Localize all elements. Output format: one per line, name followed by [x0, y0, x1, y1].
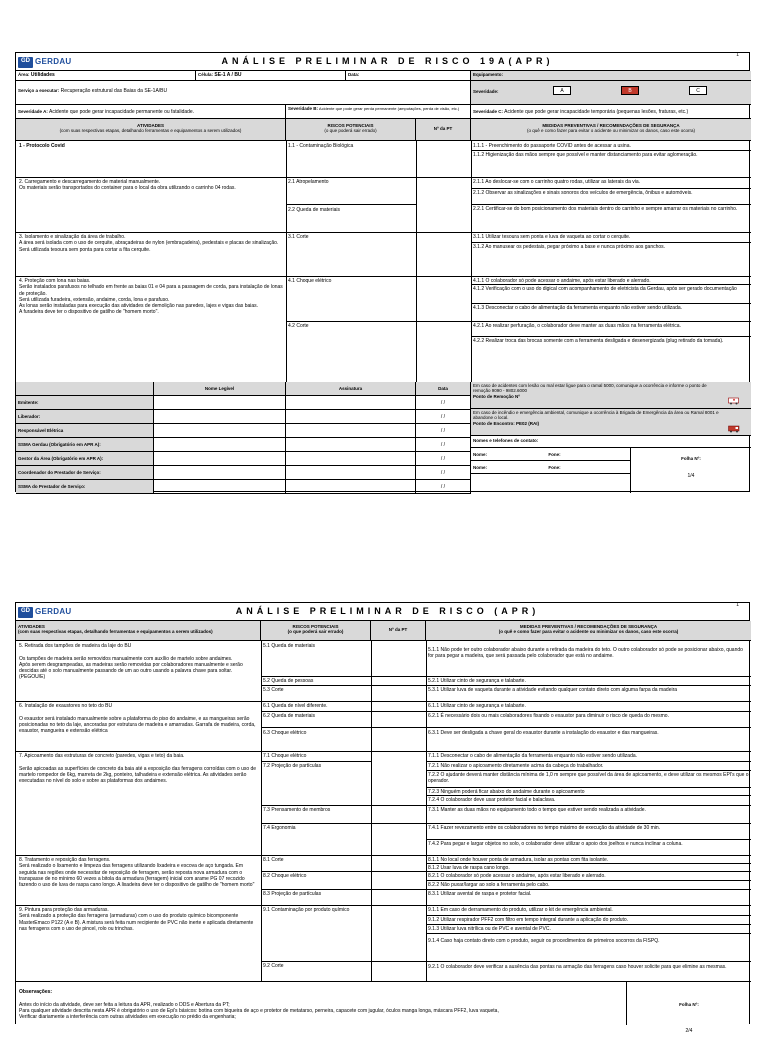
activity-5: 5. Retirada dos tampões de madeira da laje do BU Os tampões de madeira serão removidos manualmente com auxílio de martelo sobre andaimes. Após serem desgrampeadas, as madeiras serão removidas por colaboradores manualmente e serão descidas até o solo manualmente passando de um ao outro usando a palavra chave para soltar. (PEGOU/E) — [19, 643, 243, 681]
risk-5-2: 5.2 Queda de pessoas — [263, 678, 314, 684]
divider — [426, 787, 751, 788]
risk-4-1: 4.1 Choque elétrico — [288, 278, 332, 284]
sig-label: Emitente: — [16, 396, 154, 410]
measure-3-2: 3.1.2 Ao manusear os pedestais, pegar próximo a base e nunca próximo aos ganchos. — [473, 244, 666, 250]
sig-label: Gestor da Área (Obrigatório em APR A): — [16, 452, 154, 466]
sig-nome-field[interactable] — [154, 452, 286, 466]
col-atividades-sub: (com suas respectivas etapas, detalhando ferramentas e equipamentos a serem utilizados) — [18, 629, 213, 635]
document-title: ANÁLISE PRELIMINAR DE RISCO 19A(APR) — [221, 56, 554, 66]
divider — [371, 641, 372, 981]
measure-5-2: 5.2.1 Utilizar cinto de segurança e talabarte. — [428, 678, 526, 684]
severity-a-box[interactable]: A — [553, 86, 571, 95]
col-riscos-sub: (o que poderá sair errado) — [287, 629, 344, 635]
gerdau-logo — [18, 606, 71, 618]
observations-text: Antes do início da atividade, deve ser feita a leitura da APR, realizado o DDS e Abertura da PT; Para qualquer atividade descrita nesta APR é obrigatório o uso de Epi's básicos: botina com biqueira de aço e protetor de metatarso, perneira, capacete com jugular, óculos manga longa, máscara PFF2, luva vaqueta, Verificar diariamente a interferência com outras atividades em execução no prédio da engenharia; — [19, 1001, 499, 1021]
servico-cell — [16, 81, 471, 105]
sig-nome-field[interactable] — [154, 480, 286, 494]
measure-7-1: 7.1.1 Desconectar o cabo de alimentação da ferramenta enquanto não estiver sendo utilizada. — [428, 753, 638, 759]
gerdau-logo-mark: GD — [18, 607, 33, 618]
sig-label: Coordenador do Prestador de Serviço: — [16, 466, 154, 480]
contatos-cell — [471, 436, 751, 448]
emergency-1-text: Em caso de acidentes com lesão ou mal estar ligue para o ramal 5000, comunique a ocorrência e informe o ponto de remoção 9090 - 9802.6000 — [473, 383, 707, 394]
severity-c-box[interactable]: C — [689, 86, 707, 95]
divider — [261, 641, 262, 981]
sig-assinatura-field[interactable] — [286, 438, 416, 452]
measure-9-1: 9.1.1 Em caso de derramamento do produto, utilizar o kit de emergência ambiental. — [428, 907, 613, 913]
measure-4-2: 4.1.2 Verificação com o uso do digical com acompanhamento de eletricista da Gerdau, após ser gerado documentação — [473, 286, 737, 292]
sig-header-blank — [16, 382, 154, 396]
measure-7-3: 7.2.2 O ajudante deverá manter distância mínima de 1,0 m sempre que possível da área de apicoamento, e deve utilizar os mesmos EPI's que o operador. — [428, 772, 749, 785]
risk-5-1: 5.1 Queda de materiais — [263, 643, 315, 649]
divider — [286, 321, 751, 322]
measure-8-1: 8.1.1 No local onde houver ponta de armadura, isolar as pontas com fita isolante. — [428, 857, 609, 863]
sig-date-field[interactable]: / / — [416, 438, 471, 452]
servico-value: Recuperação estrutural das Baias da SE-1A/BU — [60, 88, 168, 94]
observations — [19, 983, 609, 1027]
measure-7-6: 7.3.1 Manter as duas mãos no equipamento todo o tempo que estiver sendo realizada a atividade. — [428, 807, 646, 813]
gerdau-logo — [18, 56, 71, 68]
servico-label: Serviço a executar: — [18, 88, 60, 93]
contact-nome-label: Nome: — [473, 452, 488, 457]
measure-8-3: 8.2.1 O colaborador só pode acessar o andaime, após estar liberado e alerrado. — [428, 873, 606, 879]
emergency-1-cell — [471, 382, 751, 409]
col-medidas-header — [471, 119, 751, 141]
activity-8: 8. Tratamento e reposição das ferragens. Será realizado o lixamento e limpeza das ferragens utilizando lixadeira e escova de aço tungada. Em seguida nas regiões onde necessitar de reposição de ferragem, serão reposta nova armadura com o transpasse de no mínimo 60 vezes a bitola da armadura (ferragem) inicial com arame PG 07 recozido fazendo o uso de luva de raspa cano longo. A lixadeira deve ter o dispositivo de gatilho de "homem morto" — [19, 857, 255, 888]
divider — [426, 880, 751, 881]
gerdau-logo-mark: GD — [18, 57, 33, 68]
divider — [16, 981, 751, 982]
gerdau-logo-text: GERDAU — [35, 607, 72, 617]
col-medidas-sub: (o quê e como fazer para evitar o acidente ou minimizar os danos, caso este ocorra) — [498, 629, 679, 635]
contact-row-2 — [471, 461, 631, 474]
measure-2-1: 2.1.1 Ao deslocar-se com o carrinho quatro rodas, utilizar as laterais da via. — [473, 179, 641, 185]
divider — [16, 232, 751, 233]
measure-7-2: 7.2.1 Não realizar o apicoamento diretamente acima da cabeça do trabalhador. — [428, 763, 604, 769]
activity-4: 4. Proteção com lona nas baias. Serão instalados parafusos no telhado em frente as baias 01 e 04 para a passagem de corda, para instalação de lonas de proteção. Será utilizada furadeira, extensão, andaime, corda, lona e parafuso. As lonas serão instaladas para execução das atividades de demolição nas paredes, lajes e vigas das baias. A furadeira deve ter o dispositivo de gatilho de "homem morto". — [19, 278, 283, 316]
celula-value: SE-1 A / BU — [214, 72, 242, 78]
divider — [261, 823, 751, 824]
risk-7-1: 7.1 Choque elétrico — [263, 753, 307, 759]
sig-label: SSMA Gerdau (Obrigatório em APR A): — [16, 438, 154, 452]
sig-date-field[interactable]: / / — [416, 452, 471, 466]
risk-1-1: 1.1 - Contaminação Biológica — [288, 143, 354, 149]
sev-a-desc-label: Severidade A: — [18, 109, 48, 114]
data-cell — [346, 71, 471, 81]
measure-7-4: 7.2.3 Ninguém poderá ficar abaixo do andaime durante o apicoamento — [428, 789, 585, 795]
contact-nome-label: Nome: — [473, 465, 488, 470]
col-atividades-sub: (com suas respectivas etapas, detalhando ferramentas e equipamentos a serem utilizados) — [59, 128, 242, 134]
divider — [16, 177, 751, 178]
contact-row-3 — [471, 474, 631, 493]
gerdau-logo-text: GERDAU — [35, 57, 72, 67]
sev-b-desc-cell — [286, 105, 471, 119]
measure-7-5: 7.2.4 O colaborador deve usar protetor facial e balaclava. — [428, 797, 556, 803]
divider — [16, 276, 751, 277]
risk-6-2: 6.2 Queda de materiais — [263, 713, 315, 719]
risk-8-1: 8.1 Corte — [263, 857, 284, 863]
ambulance-icon — [728, 396, 740, 405]
equipamento-label: Equipamento: — [473, 72, 503, 77]
severity-b-box[interactable]: B — [621, 86, 639, 95]
sig-date-field[interactable]: / / — [416, 480, 471, 494]
divider — [471, 204, 751, 205]
risk-2-1: 2.1 Atropelamento — [288, 179, 329, 185]
col-npt-header: Nº da PT — [416, 119, 471, 141]
measure-7-8: 7.4.2 Para pegar e largar objetos no solo, o colaborador deve utilizar o apoio dos joelhos e nunca inclinar a coluna. — [428, 841, 683, 847]
risk-7-4: 7.4 Ergonomia — [263, 825, 296, 831]
measure-8-4: 8.2.2 Não puxar/largar ao solo a ferramenta pelo cabo. — [428, 882, 550, 888]
sig-assinatura-field[interactable] — [286, 480, 416, 494]
col-atividades-title: ATIVIDADES — [18, 624, 45, 629]
divider — [16, 905, 751, 906]
fire-truck-icon — [728, 424, 740, 433]
observations-label: Observações: — [19, 989, 53, 996]
divider — [261, 685, 751, 686]
measure-9-5: 9.2.1 O colaborador deve verificar a ausência das pontas na armação das ferragens caso houver solicite para que elimine as mesmas. — [428, 964, 727, 970]
divider — [471, 242, 751, 243]
risk-5-3: 5.3 Corte — [263, 687, 284, 693]
risk-8-3: 8.3 Projeção de partículas — [263, 891, 322, 897]
activity-1: 1 - Protocolo Covid — [19, 143, 65, 149]
measure-2-2: 2.1.2 Observar as sinalizações e sinais sonoros dos veículos de emergência, ônibus e automóveis. — [473, 190, 693, 196]
measure-8-5: 8.3.1 Utilizar avental de raspa e protetor facial. — [428, 891, 532, 897]
sev-c-desc: Acidente que pode gerar incapacidade temporária (pequenas lesões, fraturas, etc.) — [504, 109, 689, 115]
col-npt-header: Nº da PT — [371, 621, 426, 641]
risk-6-3: 6.3 Choque elétrico — [263, 730, 307, 736]
document-title: ANÁLISE PRELIMINAR DE RISCO (APR) — [235, 606, 540, 616]
area-cell — [16, 71, 196, 81]
risk-4-2: 4.2 Corte — [288, 323, 309, 329]
sig-label: Responsável Elétrica — [16, 424, 154, 438]
risk-3-1: 3.1 Corte — [288, 234, 309, 240]
area-value: Utilidades — [30, 72, 55, 78]
measure-2-3: 2.2.1 Certificar-se do bom posicionamento dos materiais dentro do carrinho e sempre amarrar os materiais no carrinho. — [473, 206, 738, 212]
risk-9-2: 9.2 Corte — [263, 963, 284, 969]
measure-7-7: 7.4.1 Fazer revezamento entre os colaboradores no tempo máximo de execução da atividade de 30 min. — [428, 825, 661, 831]
contatos-label: Nomes e telefones de contato: — [473, 438, 539, 443]
contact-fone-label: Fone: — [548, 465, 561, 470]
sig-assinatura-field[interactable] — [286, 424, 416, 438]
emergency-2-ponto: Ponto de Encontro: PE02 (RAI) — [473, 420, 540, 426]
measure-6-2: 6.2.1 É necessário dois ou mais colaboradores fixando o exaustor para diminuir o risco de queda do mesmo. — [428, 713, 669, 719]
divider — [426, 933, 751, 934]
area-label: Área: — [18, 72, 30, 77]
measure-6-1: 6.1.1 Utilizar cinto de segurança e talabarte. — [428, 703, 526, 709]
celula-label: Célula: — [198, 72, 214, 77]
equipamento-cell — [471, 71, 751, 81]
risk-2-2: 2.2 Queda de materiais — [288, 207, 340, 213]
emergency-1-ponto: Ponto de Remoção Nº — [473, 393, 520, 399]
divider — [471, 188, 751, 189]
folha-cell-2 — [627, 996, 751, 1041]
measure-5-3: 5.3.1 Utilizar luva de vaqueta durante a atividade evitando qualquer contato direto com alguma farpa da madeira — [428, 687, 678, 693]
divider — [471, 150, 751, 151]
divider — [261, 711, 751, 712]
activity-9: 9. Pintura para proteção das armaduras. Será realizado a proteção das ferragens (armaduras) com o uso do produto químico bicomponente MasterEmaco P122 (A e B). A mistura será feita num recipiente de PVC não inerte e aplicada diretamente nas ferragens com o uso de pincel, rolo ou trinchas. — [19, 907, 254, 932]
divider — [261, 961, 751, 962]
risk-9-1: 9.1 Contaminação por produto químico — [263, 907, 350, 913]
sig-header-data: Data — [416, 382, 471, 396]
col-atividades-title: ATIVIDADES — [137, 123, 164, 128]
measure-9-4: 9.1.4 Caso haja contato direto com o produto, seguir os procedimentos de primeiros socorros da FISPQ. — [428, 938, 660, 944]
divider — [16, 751, 751, 752]
col-riscos-header — [261, 621, 371, 641]
measure-4-4: 4.2.1 Ao realizar perfuração, o colaborador deve manter as duas mãos na ferramenta elétrica. — [473, 323, 681, 329]
divider — [426, 924, 751, 925]
apr-sheet-page-2 — [15, 602, 750, 1035]
sheet-header — [16, 603, 749, 621]
activity-2: 2. Carregamento e descarregamento de material manualmente. Os materiais serão transportados do container para o local da obra utilizando o carrinho 04 rodas. — [19, 179, 236, 192]
risk-7-2: 7.2 Projeção de partículas — [263, 763, 322, 769]
col-medidas-title: MEDIDAS PREVENTIVAS / RECOMENDAÇÕES DE SEGURANÇA — [519, 624, 658, 629]
celula-cell — [196, 71, 346, 81]
col-riscos-sub: (o que poderá sair errado) — [324, 128, 377, 134]
sig-date-field[interactable]: / / — [416, 410, 471, 424]
divider — [286, 204, 416, 205]
sig-date-field[interactable]: / / — [416, 396, 471, 410]
severidade-label: Severidade: — [473, 89, 499, 94]
col-atividades-header — [16, 119, 286, 141]
risk-8-2: 8.2 Choque elétrico — [263, 873, 307, 879]
severidade-cell — [471, 81, 751, 105]
divider — [426, 641, 427, 981]
emergency-2-text: Em caso de incêndio e emergência ambiental, comunique a ocorrência à Brigada de Emergência da área ou Ramal 8001 e abandone o local. — [473, 410, 719, 421]
measure-1-2: 1.1.2 Higienização das mãos sempre que possível e manter distanciamento para evitar aglomeração. — [473, 152, 698, 158]
sig-header-assinatura: Assinatura — [286, 382, 416, 396]
corner-mark: 1 — [736, 52, 739, 58]
sig-date-field[interactable]: / / — [416, 466, 471, 480]
folha-cell-1 — [631, 448, 751, 493]
contact-row-1 — [471, 448, 631, 461]
contact-fone-label: Fone: — [548, 452, 561, 457]
measure-4-5: 4.2.2 Realizar troca das brocas somente com a ferramenta desligada e desenergizada (plug retirado da tomada). — [473, 338, 724, 344]
sig-assinatura-field[interactable] — [286, 452, 416, 466]
sheet-header — [16, 53, 749, 71]
sig-assinatura-field[interactable] — [286, 396, 416, 410]
divider — [426, 915, 751, 916]
col-atividades-header — [16, 621, 261, 641]
folha-label: Folha Nº: — [679, 1002, 699, 1008]
sig-label: SSMA do Prestador de Serviço: — [16, 480, 154, 494]
sev-c-desc-cell — [471, 105, 751, 119]
col-riscos-title: RISCOS POTENCIAIS — [327, 123, 374, 128]
data-label: Data: — [348, 72, 360, 77]
measure-6-3: 6.3.1 Deve ser desligada a chave geral do exaustor durante a instalação do exaustor e das mangueiras. — [428, 730, 659, 736]
sig-nome-field[interactable] — [154, 466, 286, 480]
measure-8-2: 8.1.2 Usar luva de raspa cano longo. — [428, 865, 510, 871]
sev-c-desc-label: Severidade C: — [473, 109, 504, 114]
divider — [426, 839, 751, 840]
divider — [471, 336, 751, 337]
folha-value: 2/4 — [685, 1028, 693, 1035]
divider — [261, 889, 751, 890]
sig-assinatura-field[interactable] — [286, 410, 416, 424]
sev-b-desc-label: Severidade B: — [288, 106, 319, 111]
col-medidas-sub: (o quê e como fazer para evitar o acidente ou minimizar os danos, caso este ocorra) — [526, 128, 696, 134]
measure-9-3: 9.1.3 Utilizar luva nitrílica ou de PVC e avental de PVC. — [428, 926, 551, 932]
risk-7-3: 7.3 Prensamento de membros — [263, 807, 331, 813]
sev-a-desc: Acidente que pode gerar incapacidade permanente ou fatalidade. — [48, 109, 195, 115]
measure-4-3: 4.1.3 Desconectar o cabo de alimentação da ferramenta enquanto não estiver sendo utilizada. — [473, 305, 683, 311]
measure-5-1: 5.1.1 Não pode ter outro colaborador abaixo durante a retirada da madeira do teto. O outro colaborador só pode se posicionar abaixo, quando for para pegar a madeira, que será passada pelo colaborador que está no andaime. — [428, 647, 743, 660]
sig-nome-field[interactable] — [154, 396, 286, 410]
divider — [471, 303, 751, 304]
activity-3: 3. Isolamento e sinalização da área de trabalho. A área será isolada com o uso de cerquite, abraçadeiras de nylon (embraçadeira), pedestais e placas de sinalização. Será utilizada tesoura sem ponta para cortar a fita cerquite. — [19, 234, 279, 253]
col-medidas-title: MEDIDAS PREVENTIVAS / RECOMENDAÇÕES DE SEGURANÇA — [542, 123, 680, 128]
sig-header-nome: Nome Legível — [154, 382, 286, 396]
folha-value: 1/4 — [687, 473, 695, 480]
emergency-2-cell — [471, 409, 751, 436]
divider — [426, 761, 751, 762]
sev-b-desc: Acidente que pode gerar perda permanente (amputações, perda de visão, etc.) — [318, 106, 460, 111]
sig-nome-field[interactable] — [154, 438, 286, 452]
sig-nome-field[interactable] — [154, 410, 286, 424]
divider — [426, 770, 751, 771]
sig-nome-field[interactable] — [154, 424, 286, 438]
sig-date-field[interactable]: / / — [416, 424, 471, 438]
activity-6: 6. Instalação de exaustores no teto do BU O exaustor será instalado manualmente sobre a plataforma do piso do andaime, e as mangueiras serão posicionadas no teto da laje, ancoradas por estrutura de madeira e amarradas. Garrafa de madeira, corda, exaustor, mangueira e extensão elétrica — [19, 703, 256, 734]
sig-label: Liberador: — [16, 410, 154, 424]
apr-sheet-page-1 — [15, 52, 750, 492]
divider — [261, 676, 751, 677]
corner-mark: 1 — [736, 602, 739, 608]
measure-1-1: 1.1.1 - Preenchimento do passaporte COVID antes de acessar a usina. — [473, 143, 631, 149]
risk-6-1: 6.1 Queda de nível diferente. — [263, 703, 328, 709]
divider — [261, 805, 751, 806]
measure-4-1: 4.1.1 O colaborador só pode acessar o andaime, após estar liberado e alerrado. — [473, 278, 651, 284]
folha-label: Folha Nº: — [681, 456, 701, 461]
sev-a-desc-cell — [16, 105, 286, 119]
divider — [261, 727, 751, 728]
col-medidas-header — [426, 621, 751, 641]
sig-assinatura-field[interactable] — [286, 466, 416, 480]
col-riscos-title: RISCOS POTENCIAIS — [292, 624, 339, 629]
activity-7: 7. Apicoamento das estruturas de concreto (paredes, vigas e teto) da baia. Serão apicoadas as superfícies de concreto da baia até a exposição das ferragens corroídas com o uso de martelo rompedor de 6kg, marreta de 2kg, ponteiro, talhadeira e extensão elétrica. As atividades serão executadas no nível do solo e sobre as plataformas dos andaimes. — [19, 753, 257, 784]
col-riscos-header — [286, 119, 416, 141]
measure-3-1: 3.1.1 Utilizar tesoura sem ponta e luva de vaqueta ao cortar o cerquite. — [473, 234, 631, 240]
divider — [261, 761, 371, 762]
measure-9-2: 9.1.2 Utilizar respirador PFF2 com filtro em tempo integral durante a aplicação do produto. — [428, 917, 629, 923]
divider — [16, 701, 751, 702]
divider — [16, 855, 751, 856]
